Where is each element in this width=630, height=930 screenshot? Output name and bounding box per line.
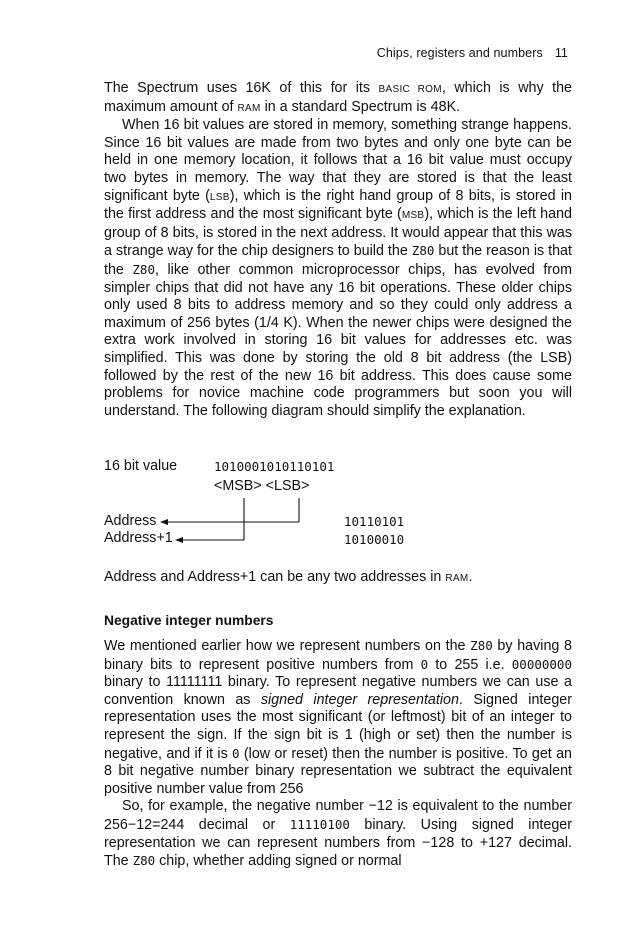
paragraph-3	[104, 637, 572, 798]
text-block-top	[104, 80, 572, 420]
small-caps-run: RAM	[237, 102, 261, 114]
mono-run: Z80	[132, 853, 156, 869]
text-run: Address and Address+1 can be any two addresses in	[104, 569, 446, 585]
arrow-head-address	[160, 519, 168, 525]
mono-run: Z80	[411, 243, 435, 259]
paragraph-1	[104, 80, 572, 117]
mono-run: Z80	[132, 261, 155, 277]
mono-run: Z80	[470, 638, 493, 653]
heading-block	[104, 612, 572, 630]
diagram-address: Address	[104, 513, 157, 529]
text-run: , like other common microprocessor chips, has evolved from simpler chips that did not have any 16 bit operations. These older chips only used 8 bits to address memory and so they could only address a maximum of 256 bytes (1/4 K). When the newer chips were designed the extra work involved in storing 16 bit values for addresses etc. was simplified. This was done by storing the old 8 bit address (the LSB) followed by the rest of the new 16 bit address. This does cause some problems for novice machine code programmers but soon you will understand. The following diagram should simplify the explanation.	[104, 261, 572, 419]
mono-run: 00000000	[511, 656, 572, 672]
text-run: So, for example, the negative number −12 is equivalent to the number 256−12=244 decimal or	[104, 798, 572, 833]
diagram-address-plus: Address+1	[104, 530, 173, 546]
text-run: binary. Using signed integer representation we can represent numbers from −128 to +127 decimal. The	[104, 816, 573, 870]
diagram-byte-high: 10100010	[344, 532, 405, 547]
text-run: ), which is the left hand group of 8 bits, is stored in the next address. It would appear that this was a strange way for the chip designers to build the	[104, 206, 572, 260]
text-run: When 16 bit values are stored in memory, something strange happens. Since 16 bit values are made from two bytes and only one byte can be held in one memory location, it follows that a 16 bit value must occupy two bytes in memory. The way that they are stored is that the least significant byte (	[104, 117, 572, 204]
diagram-bytes-label: <MSB> <LSB>	[214, 478, 310, 494]
text-run: .	[468, 569, 473, 585]
text-block-bottom	[104, 637, 572, 871]
mono-run: 11110100	[289, 816, 350, 832]
text-run: We mentioned earlier how we represent numbers on the	[104, 638, 471, 654]
text-run: to 255 i.e.	[428, 656, 512, 673]
text-run: chip, whether adding signed or normal	[155, 853, 402, 870]
running-header	[377, 46, 568, 60]
text-run: by having 8 binary bits to represent positive numbers from	[104, 638, 572, 673]
small-caps-run: BASIC ROM	[378, 84, 442, 95]
diagram-label: 16 bit value	[104, 458, 178, 474]
text-run: in a standard Spectrum is 48K.	[260, 98, 461, 115]
text-run: . Signed integer representation uses the most significant (or leftmost) bit of an integer to represent the sign. If the sign bit is 1 (high or set) then the number is negative, and if it is	[104, 691, 572, 762]
paragraph-2	[104, 117, 572, 420]
section-heading: Negative integer numbers	[104, 613, 274, 628]
caption-block	[104, 569, 572, 588]
paragraph-4	[104, 798, 572, 870]
small-caps-run: LSB	[209, 191, 230, 203]
diagram-value: 1010001010110101	[214, 459, 335, 474]
byte-order-diagram	[104, 458, 572, 552]
diagram-caption	[104, 569, 572, 588]
text-run: but the reason is that the	[104, 243, 572, 278]
diagram-connectors	[104, 458, 572, 552]
small-caps-run: RAM	[445, 573, 469, 584]
text-run: The Spectrum uses 16K of this for its	[104, 80, 379, 96]
diagram-byte-low: 10110101	[344, 514, 405, 529]
page-number: 11	[554, 46, 568, 60]
text-run: ), which is the right hand group of 8 bits, is stored in the first address and the most significant byte (	[104, 187, 572, 223]
text-run: (low or reset) then the number is positive. To get an 8 bit negative number binary representation we subtract the equivalent positive number value from 256	[104, 745, 572, 797]
small-caps-run: MSB	[401, 210, 425, 222]
text-run: binary to 11111111 binary. To represent negative numbers we can use a convention known as	[104, 674, 572, 708]
mono-run: 0	[232, 745, 240, 761]
mono-run: 0	[420, 656, 429, 672]
emphasis-run: signed integer representation	[260, 691, 459, 708]
running-title: Chips, registers and numbers	[376, 46, 543, 60]
text-run: , which is why the maximum amount of	[104, 80, 572, 115]
arrow-head-address-plus	[175, 537, 183, 543]
